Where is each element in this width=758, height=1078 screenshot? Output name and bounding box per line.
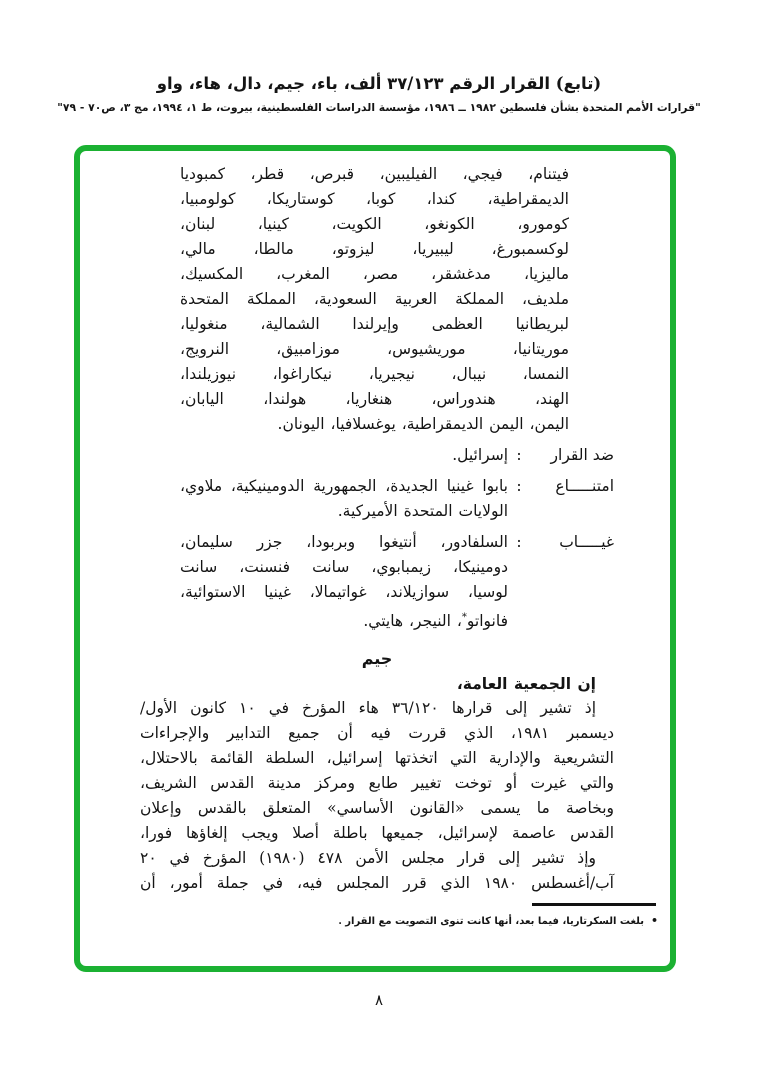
country-list-line: ملديف، المملكة العربية السعودية، المملكة المتحدة <box>180 290 569 308</box>
box-content <box>80 151 670 896</box>
paragraph-line: وبخاصة ما يسمى «القانون الأساسي» المتعلق بالقدس وإعلان <box>140 799 614 818</box>
paragraph-line: القدس عاصمة لإسرائيل، جميعها باطلة أصلا ويجب إلغاؤها فورا، <box>140 824 614 843</box>
country-list-line: الديمقراطية، كندا، كوبا، كوستاريكا، كولومبيا، <box>180 190 569 208</box>
footnote-text-line <box>318 914 658 927</box>
paragraph-line: ديسمبر ١٩٨١، الذي قررت فيه أن جميع التدابير والإجراءات <box>140 724 614 743</box>
absent-value <box>180 530 508 634</box>
paragraph-line: والتي غيرت أو توخت تغيير طابع ومركز مدينة القدس الشريف، <box>140 774 614 793</box>
in-favor-country-list <box>180 162 569 437</box>
footnote-block <box>318 903 658 927</box>
paragraph-line: التشريعية والإدارية التي اتخذتها إسرائيل، السلطة القائمة بالاحتلال، <box>140 749 614 768</box>
against-label: ضد القرار <box>550 446 614 464</box>
absent-value-line: دومينيكا، زيمبابوي، سانت فنسنت، سانت <box>180 558 508 576</box>
country-list-line: اليمن، اليمن الديمقراطية، يوغسلافيا، اليونان. <box>277 415 569 433</box>
section-c-body <box>140 671 614 896</box>
green-border-box <box>74 145 676 972</box>
absent-line-rest: ، النيجر، هايتي. <box>363 612 462 631</box>
paragraph-line: آب/أغسطس ١٩٨٠ الذي قرر المجلس فيه، في جملة أمور، أن <box>140 874 614 893</box>
abstain-row <box>140 474 614 524</box>
country-list-line: فيتنام، فيجي، الفيليبين، قبرص، قطر، كمبوديا <box>180 165 569 183</box>
assembly-opening-line: إن الجمعية العامة، <box>456 674 596 694</box>
section-heading-jeem: جيم <box>361 649 393 669</box>
against-row <box>140 443 614 468</box>
abstain-value <box>180 474 508 524</box>
abstain-colon: : <box>516 477 522 495</box>
vanuatu-text: فانواتو <box>466 612 508 631</box>
resolution-title: (تابع) القرار الرقم ٣٧/١٢٣ ألف، باء، جيم، دال، هاء، واو <box>156 74 602 93</box>
country-list-line: الهند، هندوراس، هنغاريا، هولندا، اليابان، <box>180 390 569 408</box>
abstain-value-line: الولايات المتحدة الأميركية. <box>337 502 508 520</box>
footnote-text: بلغت السكرتاريا، فيما بعد، أنها كانت تنوى التصويت مع القرار . <box>338 916 644 927</box>
absent-value-line: لوسيا، سوازيلاند، غواتيمالا، غينيا الاستوائية، <box>180 583 508 601</box>
country-list-line: النمسا، نيبال، نيجيريا، نيكاراغوا، نيوزيلندا، <box>180 365 569 383</box>
footnote-marker: • <box>650 914 658 927</box>
paragraph-line: إذ تشير إلى قرارها ٣٦/١٢٠ هاء المؤرخ في ١٠ كانون الأول/ <box>140 699 596 718</box>
absent-label: غيـــــاب <box>559 533 614 551</box>
paragraph-line: وإذ تشير إلى قرار مجلس الأمن ٤٧٨ (١٩٨٠) المؤرخ في ٢٠ <box>140 849 596 868</box>
against-value-line: إسرائيل. <box>452 446 508 464</box>
against-colon: : <box>516 446 522 464</box>
country-list-line: لبريطانيا العظمى وإيرلندا الشمالية، منغوليا، <box>180 315 569 333</box>
absent-colon: : <box>516 533 522 551</box>
footnote-asterisk: * <box>461 612 467 623</box>
source-citation: "قرارات الأمم المتحدة بشأن فلسطين ١٩٨٢ ــ ١٩٨٦، مؤسسة الدراسات الفلسطينية، بيروت، ط ١، ١٩٩٤، مج ٣، ص٧٠ - ٧٩" <box>57 101 701 114</box>
abstain-value-line: بابوا غينيا الجديدة، الجمهورية الدومينيكية، ملاوي، <box>180 477 508 495</box>
country-list-line: موريتانيا، موريشيوس، موزامبيق، النرويج، <box>180 340 569 358</box>
page-number: ٨ <box>374 991 384 1009</box>
footnote-rule <box>532 903 656 906</box>
against-value <box>180 443 508 468</box>
absent-value-line <box>180 605 508 634</box>
absent-value-line: السلفادور، أنتيغوا وبربودا، جزر سليمان، <box>180 533 508 551</box>
absent-row <box>140 530 614 634</box>
abstain-label: امتنـــــاع <box>555 477 614 495</box>
country-list-line: لوكسمبورغ، ليبيريا، ليزوتو، مالطا، مالي، <box>180 240 569 258</box>
country-list-line: ماليزيا، مدغشقر، مصر، المغرب، المكسيك، <box>180 265 569 283</box>
country-list-line: كومورو، الكونغو، الكويت، كينيا، لبنان، <box>180 215 569 233</box>
